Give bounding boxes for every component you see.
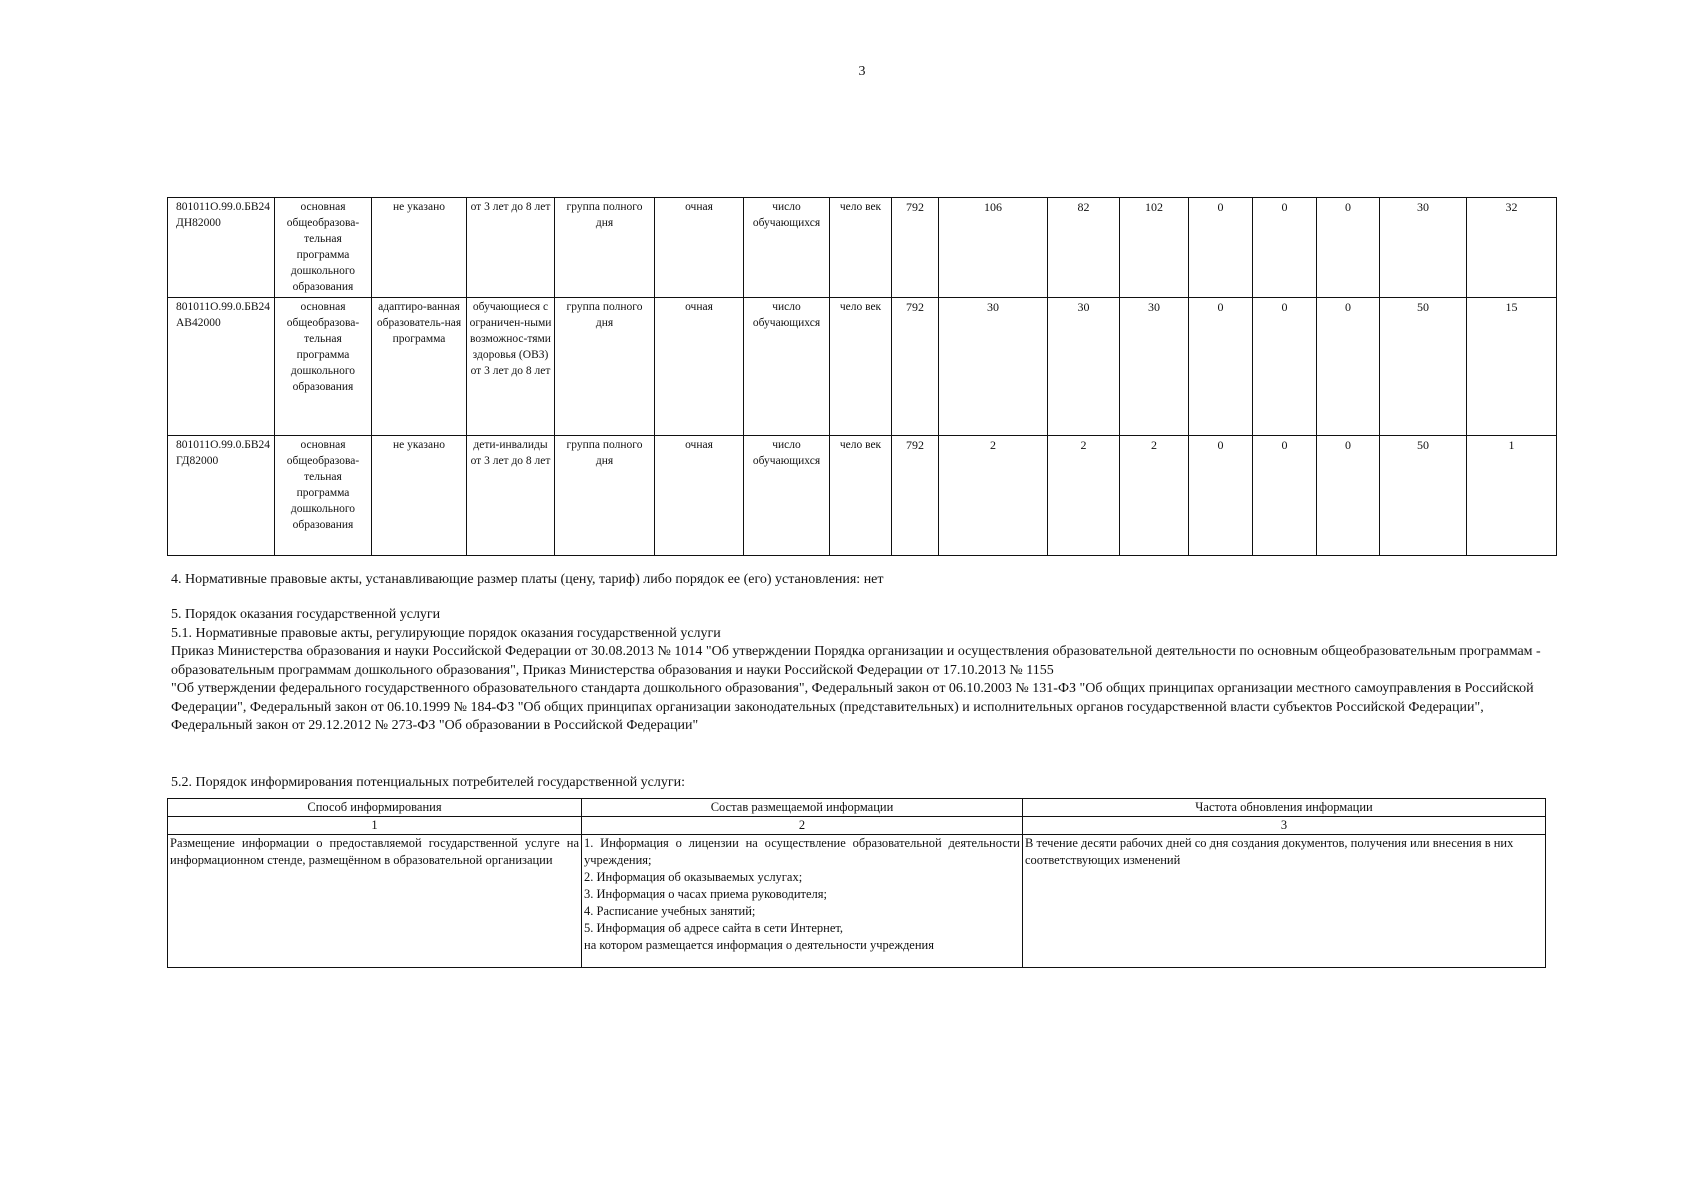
list-item: на котором размещается информация о деятельности учреждения [584, 938, 934, 952]
section-5-1-paragraph-2: "Об утверждении федерального государственного образовательного стандарта дошкольного образования", Федеральный закон от 06.10.2003 № 131-ФЗ "Об общих принципах организации местного самоуправления в Российской Федерации", Федеральный закон от 06.10.1999 № 184-ФЗ "Об общих принципах организации законодательных (представительных) и исполнительных органов государственной власти субъектов Российской Федерации", Федеральный закон от 29.12.2012 № 273-ФЗ "Об образовании в Российской Федерации" [171, 681, 1534, 733]
program-cell: основная общеобразова-тельная программа дошкольного образования [275, 436, 372, 556]
list-item: 3. Информация о часах приема руководителя; [584, 887, 828, 901]
section-5-1-title: 5.1. Нормативные правовые акты, регулирующие порядок оказания государственной услуги [171, 625, 721, 641]
column-header: Частота обновления информации [1023, 799, 1546, 817]
unit-cell: чело век [830, 436, 892, 556]
program-cell: основная общеобразова-тельная программа дошкольного образования [275, 198, 372, 298]
program-type-cell: не указано [372, 436, 467, 556]
value-cell: 2 [1120, 436, 1189, 556]
column-number: 2 [582, 817, 1023, 835]
list-item: 5. Информация об адресе сайта в сети Интернет, [584, 921, 844, 935]
registry-code: 801011О.99.0.БВ24АВ42000 [168, 298, 275, 436]
table-row [168, 835, 1546, 968]
value-cell: 0 [1317, 436, 1380, 556]
indicator-cell: число обучающихся [744, 198, 830, 298]
group-cell: группа полного дня [555, 436, 655, 556]
program-type-cell: адаптиро-ванная образователь-ная программа [372, 298, 467, 436]
table-header-row [168, 799, 1546, 817]
value-cell: 30 [1120, 298, 1189, 436]
value-cell: 0 [1317, 198, 1380, 298]
value-cell: 2 [1048, 436, 1120, 556]
unit-cell: чело век [830, 298, 892, 436]
table-row [168, 298, 1557, 436]
value-cell: 0 [1253, 436, 1317, 556]
value-cell: 50 [1380, 436, 1467, 556]
page-number: 3 [858, 64, 866, 79]
section-5-1-paragraph-1: Приказ Министерства образования и науки Российской Федерации от 30.08.2013 № 1014 "Об утверждении Порядка организации и осуществления образовательной деятельности по основным общеобразовательным программам - образовательным программам дошкольного образования", Приказ Министерства образования и науки Российской Федерации от 17.10.2013 № 1155 [171, 644, 1541, 678]
column-header: Способ информирования [168, 799, 582, 817]
indicator-cell: число обучающихся [744, 436, 830, 556]
form-cell: очная [655, 436, 744, 556]
value-cell: 0 [1189, 436, 1253, 556]
value-cell: 0 [1189, 298, 1253, 436]
program-cell: основная общеобразова-тельная программа дошкольного образования [275, 298, 372, 436]
table-row [168, 198, 1557, 298]
value-cell: 1 [1467, 436, 1557, 556]
value-cell: 0 [1253, 298, 1317, 436]
value-cell: 30 [939, 298, 1048, 436]
list-item: 2. Информация об оказываемых услугах; [584, 870, 803, 884]
column-number: 1 [168, 817, 582, 835]
value-cell: 30 [1048, 298, 1120, 436]
section-5-2-title: 5.2. Порядок информирования потенциальных потребителей государственной услуги: [171, 775, 686, 790]
section-5-title: 5. Порядок оказания государственной услуги [171, 607, 441, 622]
registry-code: 801011О.99.0.БВ24ГД82000 [168, 436, 275, 556]
column-number: 3 [1023, 817, 1546, 835]
value-cell: 0 [1317, 298, 1380, 436]
value-cell: 0 [1253, 198, 1317, 298]
information-content [582, 835, 1023, 968]
value-cell: 2 [939, 436, 1048, 556]
column-number-row [168, 817, 1546, 835]
category-cell: обучающиеся с ограничен-ными возможнос-тями здоровья (ОВЗ) от 3 лет до 8 лет [467, 298, 555, 436]
okei-cell: 792 [892, 436, 939, 556]
group-cell: группа полного дня [555, 198, 655, 298]
informing-table [167, 798, 1546, 968]
value-cell: 0 [1189, 198, 1253, 298]
value-cell: 82 [1048, 198, 1120, 298]
value-cell: 32 [1467, 198, 1557, 298]
column-header: Состав размещаемой информации [582, 799, 1023, 817]
value-cell: 30 [1380, 198, 1467, 298]
category-cell: дети-инвалиды от 3 лет до 8 лет [467, 436, 555, 556]
section-5 [171, 606, 1551, 736]
services-volume-table [167, 197, 1557, 556]
informing-method: Размещение информации о предоставляемой государственной услуге на информационном стенде, размещённом в образовательной организации [168, 835, 582, 968]
unit-cell: чело век [830, 198, 892, 298]
table-row [168, 436, 1557, 556]
value-cell: 15 [1467, 298, 1557, 436]
value-cell: 106 [939, 198, 1048, 298]
category-cell: от 3 лет до 8 лет [467, 198, 555, 298]
list-item: 1. Информация о лицензии на осуществление образовательной деятельности учреждения; [584, 836, 1020, 867]
program-type-cell: не указано [372, 198, 467, 298]
value-cell: 50 [1380, 298, 1467, 436]
list-item: 4. Расписание учебных занятий; [584, 904, 756, 918]
okei-cell: 792 [892, 198, 939, 298]
group-cell: группа полного дня [555, 298, 655, 436]
okei-cell: 792 [892, 298, 939, 436]
section-4-text: 4. Нормативные правовые акты, устанавливающие размер платы (цену, тариф) либо порядок ее (его) установления: нет [171, 572, 884, 587]
form-cell: очная [655, 298, 744, 436]
update-frequency: В течение десяти рабочих дней со дня создания документов, получения или внесения в них соответствующих изменений [1023, 835, 1546, 968]
registry-code: 801011О.99.0.БВ24ДН82000 [168, 198, 275, 298]
value-cell: 102 [1120, 198, 1189, 298]
form-cell: очная [655, 198, 744, 298]
indicator-cell: число обучающихся [744, 298, 830, 436]
